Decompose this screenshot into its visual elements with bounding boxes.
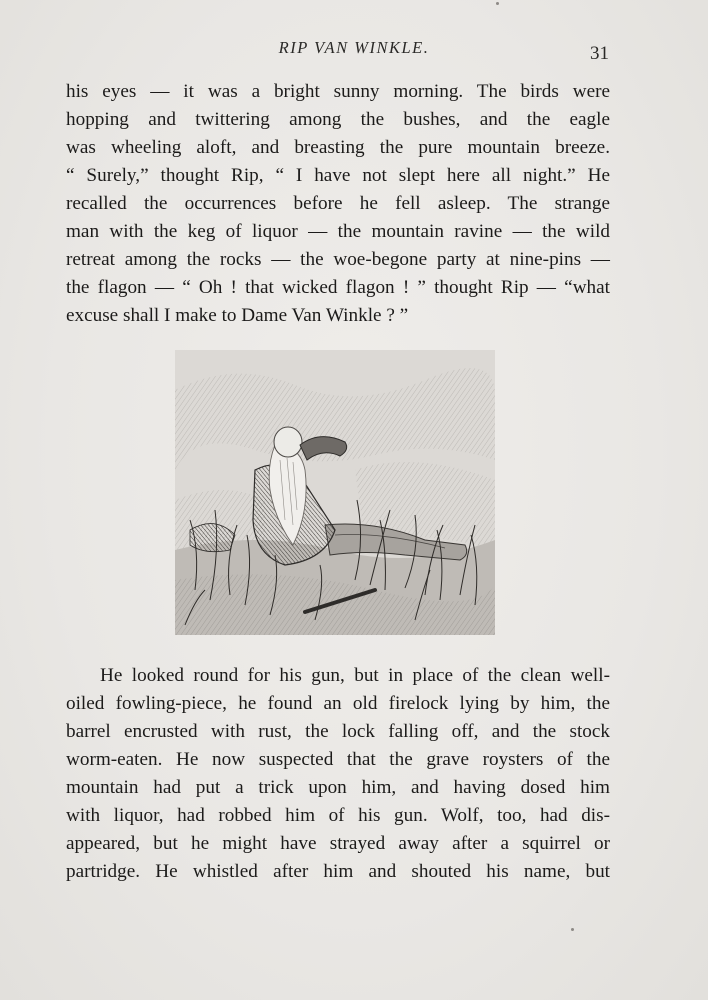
text-line: with liquor, had robbed him of his gun. Wolf, too, had dis- — [66, 805, 610, 826]
paragraph-2 — [66, 662, 610, 886]
paragraph-1 — [66, 78, 610, 330]
running-head: RIP VAN WINKLE. — [278, 38, 430, 57]
text-line: retreat among the rocks — the woe-begone party at nine-pins — — [66, 249, 610, 270]
text-line: excuse shall I make to Dame Van Winkle ? ” — [66, 305, 409, 326]
text-line: recalled the occurrences before he fell asleep. The strange — [66, 193, 610, 214]
text-line: “ Surely,” thought Rip, “ I have not slept here all night.” He — [66, 165, 610, 186]
text-line: barrel encrusted with rust, the lock falling off, and the stock — [66, 721, 610, 742]
text-line: mountain had put a trick upon him, and having dosed him — [66, 777, 610, 798]
print-speck — [571, 928, 574, 931]
print-speck — [496, 2, 499, 5]
engraving-art — [175, 350, 495, 635]
text-line: hopping and twittering among the bushes, and the eagle — [66, 109, 610, 130]
text-line: appeared, but he might have strayed away after a squirrel or — [66, 833, 610, 854]
text-line: was wheeling aloft, and breasting the pure mountain breeze. — [66, 137, 610, 158]
text-line: oiled fowling-piece, he found an old firelock lying by him, the — [66, 693, 610, 714]
text-line: man with the keg of liquor — the mountain ravine — the wild — [66, 221, 610, 242]
illustration-engraving — [175, 350, 495, 635]
text-line: partridge. He whistled after him and shouted his name, but — [66, 861, 610, 882]
page-number: 31 — [590, 43, 609, 64]
text-line: worm-eaten. He now suspected that the grave roysters of the — [66, 749, 610, 770]
text-line: the flagon — “ Oh ! that wicked flagon ! ” thought Rip — “what — [66, 277, 610, 298]
text-line: He looked round for his gun, but in place of the clean well- — [100, 665, 610, 686]
text-line: his eyes — it was a bright sunny morning. The birds were — [66, 81, 610, 102]
